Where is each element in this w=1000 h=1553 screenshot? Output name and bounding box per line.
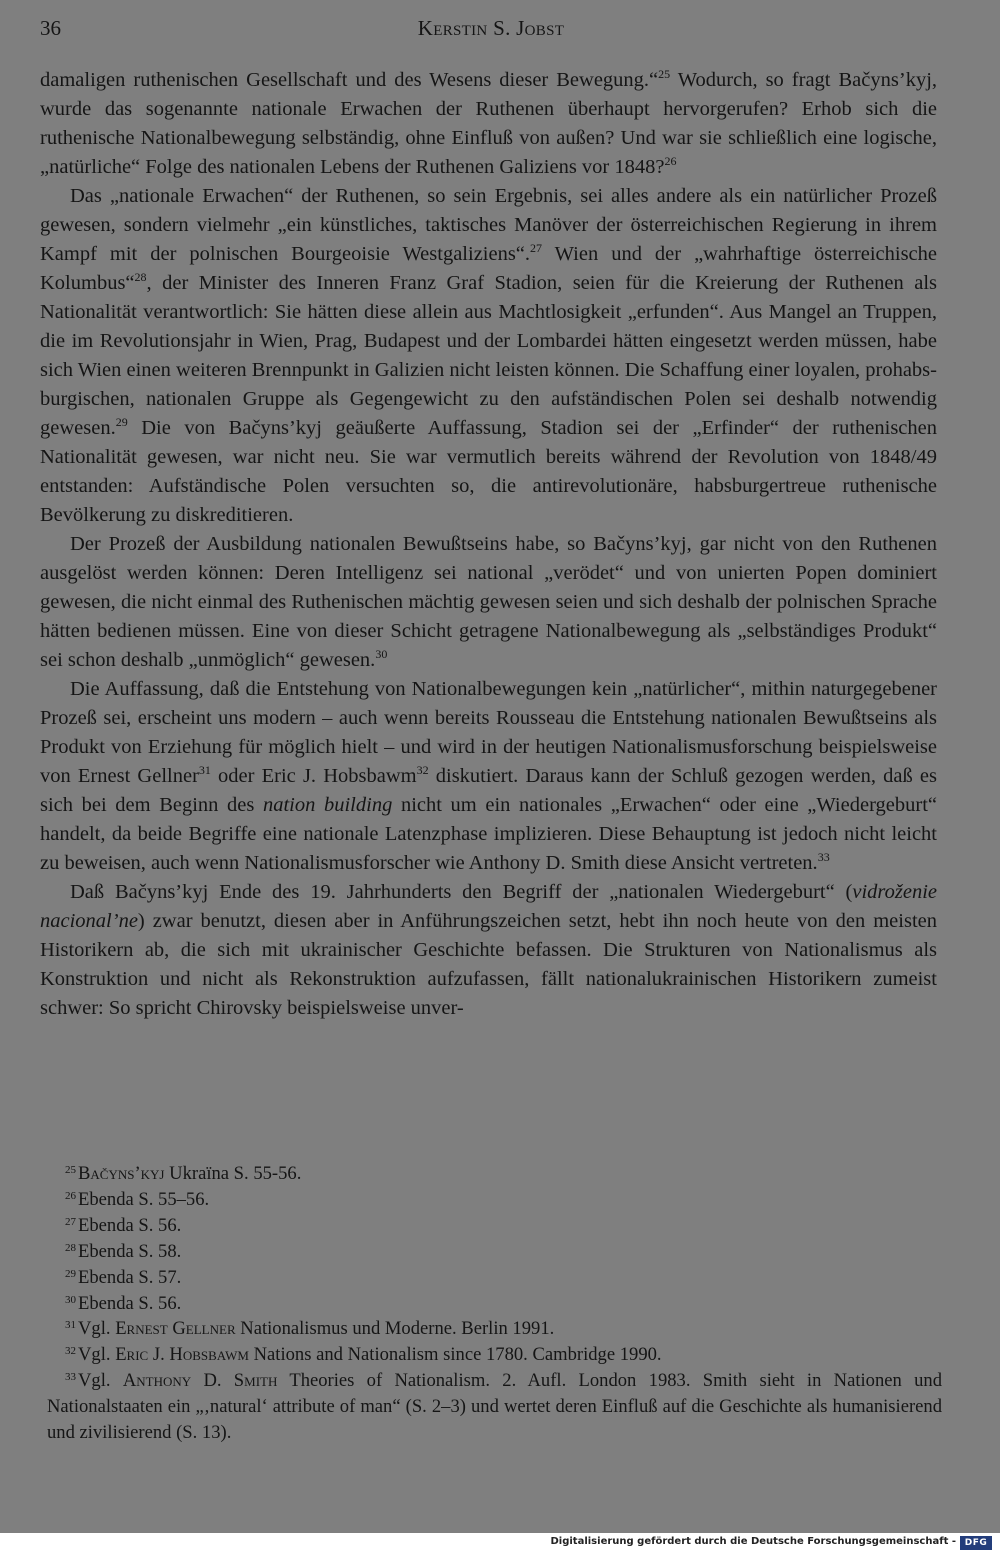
footnote-text: Ebenda S. 58. (78, 1240, 182, 1262)
footnote-number: 29 (65, 1267, 76, 1280)
footnote-author: Anthony D. Smith (122, 1370, 278, 1392)
footnote-number: 25 (65, 1164, 76, 1176)
running-head-author: Kerstin S. Jobst (417, 16, 565, 40)
paragraph-1 (40, 66, 937, 182)
footnote-prefix: Vgl. (78, 1370, 123, 1392)
footnote (47, 1161, 942, 1187)
text-run: Die von Bačyns’kyj geäußerte Auffassung, Stadion sei der „Erfinder“ der ruthenischen Nationalität gewesen, war nicht neu. Sie war vermutlich bereits während der Revolution von 1848/49 entstanden: Aufständische Polen versuchten so, die antirevolutionäre, habsburgertreue ruthenische Bevölkerung zu diskreditieren. (40, 417, 937, 526)
text-run: oder Eric J. Hobsbawm (210, 765, 417, 787)
footnote-ref: 28 (134, 270, 147, 284)
footnote-ref: 29 (115, 415, 128, 429)
footnote-ref: 32 (416, 763, 429, 777)
footnote-number: 27 (65, 1215, 76, 1228)
dfg-logo: DFG (960, 1536, 992, 1550)
paragraph-2 (40, 182, 937, 530)
footnote-number: 26 (65, 1189, 76, 1202)
footnote-text: Ebenda S. 56. (78, 1292, 182, 1314)
footnote-text: Ebenda S. 57. (78, 1266, 182, 1288)
text-run: Der Prozeß der Ausbildung nationalen Bewußtseins habe, so Bačyns’kyj, gar nicht von den Ruthenen ausgelöst werden können: Deren Intelligenz sei national „verödet“ und von unierten Popen dominiert gewesen, die nicht einmal des Ruthenischen mächtig gewesen seien und sich deshalb der polnischen Sprache hätten bedienen müssen. Eine von dieser Schicht getragene Nationalbewegung als „selbständiges Produkt“ sei schon deshalb „unmöglich“ gewesen. (40, 533, 937, 671)
running-head (40, 16, 942, 44)
footnote-number: 32 (65, 1345, 76, 1358)
text-run: diskutiert. Daraus kann der Schluß gezogen werden, daß es sich bei dem Beginn des (40, 765, 938, 816)
footnote (47, 1316, 942, 1342)
footnote-author: Eric J. Hobsbawm (115, 1344, 249, 1366)
text-run: Das „nationale Erwachen“ der Ruthenen, so sein Ergebnis, sei alles andere als ein natürlicher Prozeß gewesen, sondern vielmehr „ein künstliches, taktisches Manöver der österreichischen Regierung in ihrem Kampf mit der polnischen Bourgeoisie Westgaliziens“. (40, 185, 937, 265)
footnote-text: Ukraïna S. 55-56. (164, 1163, 302, 1184)
footnote-ref: 30 (375, 647, 388, 661)
italic-term: nation building (262, 794, 393, 816)
footnote-ref: 27 (530, 241, 543, 255)
footnote-text: Ebenda S. 55–56. (78, 1188, 210, 1210)
footnote-number: 30 (65, 1293, 76, 1306)
funding-credit: Digitalisierung gefördert durch die Deutsche Forschungsgemeinschaft - (550, 1536, 956, 1547)
footnote-text: Theories of Nationalism. 2. Aufl. London 1983. Smith sieht in Nationen und Nationalstaaten ein „‚natural‘ attribute of man“ (S. 2–3) und wertet deren Einfluß auf die Geschichte als humanisierend und zivilisierend (S. 13). (47, 1370, 942, 1444)
footnote-number: 31 (65, 1319, 76, 1332)
footnote (47, 1213, 942, 1239)
footnote-ref: 31 (198, 763, 211, 777)
italic-term: vidroženie nacional’ne (40, 881, 937, 932)
digitization-footer (0, 1533, 1000, 1553)
text-run: nicht um ein nationales „Erwachen“ oder eine „Wiedergeburt“ handelt, da beide Begriffe eine nationale Latenzphase implizieren. Diese Behauptung ist jedoch nicht leicht zu beweisen, auch wenn Nationalismusforscher wie Anthony D. Smith diese Ansicht vertreten. (40, 794, 937, 874)
footnote (47, 1187, 942, 1213)
footnote-text: Nations and Nationalism since 1780. Cambridge 1990. (248, 1344, 662, 1366)
footnote (47, 1368, 942, 1446)
footnote-ref: 26 (664, 154, 677, 168)
footnotes (47, 1161, 942, 1446)
footnote-author: Ernest Gellner (115, 1318, 236, 1340)
main-text (40, 66, 937, 1023)
text-run: Die Auffassung, daß die Entstehung von Nationalbewegungen kein „natürlicher“, mithin naturgegebener Prozeß sei, erscheint uns modern – auch wenn bereits Rousseau die Entstehung nationalen Bewußtseins als Produkt von Erziehung für möglich hielt – und wird in der heutigen Nationalismusforschung beispielsweise von Ernest Gellner (40, 678, 937, 787)
paragraph-5 (40, 878, 937, 1023)
footnote-prefix: Vgl. (78, 1344, 116, 1366)
footnote-ref: 25 (658, 67, 671, 81)
footnote-text: Ebenda S. 56. (78, 1214, 182, 1236)
footnote (47, 1291, 942, 1317)
paragraph-4 (40, 675, 937, 878)
footnote (47, 1265, 942, 1291)
footnote-text: Nationalismus und Moderne. Berlin 1991. (235, 1318, 555, 1340)
footnote (47, 1342, 942, 1368)
footnote-author: Bačyns’kyj (78, 1163, 165, 1184)
text-run: ) zwar benutzt, diesen aber in Anführungszeichen setzt, hebt ihn noch heute von den meisten Historikern ab, die sich mit ukrainischer Geschichte befassen. Die Strukturen von Nationalismus als Konstruktion und nicht als Rekonstruktion aufzufassen, fällt nationalukrainischen Historikern zumeist schwer: So spricht Chirovsky beispielsweise unver- (40, 910, 937, 1019)
paragraph-3 (40, 530, 937, 675)
footnote-number: 33 (65, 1371, 76, 1384)
text-run: Daß Bačyns’kyj Ende des 19. Jahrhunderts den Begriff der „nationalen Wiedergeburt“ ( (70, 881, 853, 903)
text-run: , der Minister des Inneren Franz Graf Stadion, seien für die Kreierung der Ruthenen als Nationalität verantwortlich: Sie hätten diese allein aus Machtlosigkeit „erfunden“. Aus Mangel an Truppen, die im Revolutionsjahr in Wien, Prag, Budapest und der Lombardei hätten eingesetzt werden müssen, habe sich Wien einen weiteren Brennpunkt in Galizien nicht leisten können. Die Schaffung einer loyalen, prohabsburgischen, nationalen Gruppe als Gegengewicht zu den aufständischen Polen sei deshalb notwendig gewesen. (40, 272, 937, 439)
text-run: Wodurch, so fragt Bačyns’kyj, wurde das sogenannte nationale Erwachen der Ruthenen überhaupt hervorgerufen? Erhob sich die ruthenische Nationalbewegung selbständig, ohne Einfluß von außen? Und war sie schließlich eine logische, „natürliche“ Folge des nationalen Lebens der Ruthenen Galiziens vor 1848? (40, 69, 938, 178)
text-run: Wien und der „wahrhaftige österreichische Kolumbus“ (40, 243, 937, 294)
footnote-number: 28 (65, 1241, 76, 1254)
page-number: 36 (40, 16, 61, 40)
footnote-prefix: Vgl. (78, 1318, 116, 1340)
footnote (47, 1239, 942, 1265)
footnote-ref: 33 (817, 850, 830, 864)
text-run: damaligen ruthenischen Gesellschaft und des Wesens dieser Bewegung.“ (40, 69, 659, 91)
